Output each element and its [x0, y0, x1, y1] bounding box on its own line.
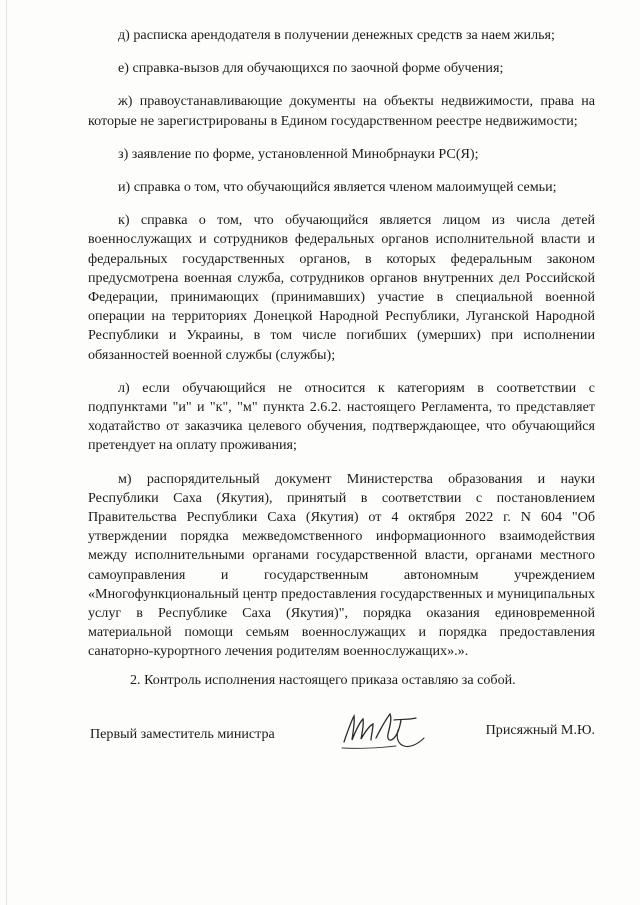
list-item-i: и) справка о том, что обучающийся является членом малоимущей семьи;	[118, 179, 557, 196]
list-item-zh: ж) правоустанавливающие документы на объекты недвижимости, права на которые не зарегистрированы в Едином государственном реестре недвижимости;	[88, 93, 595, 129]
list-item-k: к) справка о том, что обучающийся является лицом из числа детей военнослужащих и сотрудников федеральных органов исполнительной власти и федеральных государственных органов, в которых федеральным законом предусмотрена военная служба, сотрудников органов внутренних дел Российской Федерации, принимающих (принимавших) участие в специальной военной операции на территориях Донецкой Народной Республики, Луганской Народной Республики и Украины, в том числе погибших (умерших) при исполнении обязанностей военной службы (службы);	[88, 212, 595, 363]
list-item-d: д) расписка арендодателя в получении денежных средств за наем жилья;	[118, 27, 555, 43]
document-body	[88, 26, 595, 704]
signatory-name: Присяжный М.Ю.	[485, 722, 595, 738]
list-item-e: е) справка-вызов для обучающихся по заочной форме обучения;	[118, 60, 504, 77]
list-item-m: м) распорядительный документ Министерства образования и науки Республики Саха (Якутия), принятый в соответствии с постановлением Правительства Республики Саха (Якутия) от 4 октября 2022 г. N 604 "Об утверждении порядка межведомственного информационного взаимодействия между исполнительными органами государственной власти, органами местного самоуправления и государственным автономным учреждением «Многофункциональный центр предоставления государственных и муниципальных услуг в Республике Саха (Якутия)", порядка оказания единовременной материальной помощи семьям военнослужащих и порядка предоставления санаторно-курортного лечения родителям военнослужащих».».	[88, 470, 595, 660]
signature-block	[88, 714, 595, 764]
scan-edge-line	[6, 0, 7, 905]
control-clause: 2. Контроль исполнения настоящего приказа оставляю за собой.	[130, 671, 516, 688]
list-item-l: л) если обучающийся не относится к категориям в соответствии с подпунктами "и" и "к", "м" пункта 2.6.2. настоящего Регламента, то представляет ходатайство от заказчика целевого обучения, подтверждающее, что обучающийся претендует на оплату проживания;	[88, 379, 595, 454]
signatory-position: Первый заместитель министра	[90, 726, 275, 742]
handwritten-signature-icon	[338, 708, 428, 752]
list-item-z: з) заявление по форме, установленной Минобрнауки РС(Я);	[118, 145, 479, 162]
